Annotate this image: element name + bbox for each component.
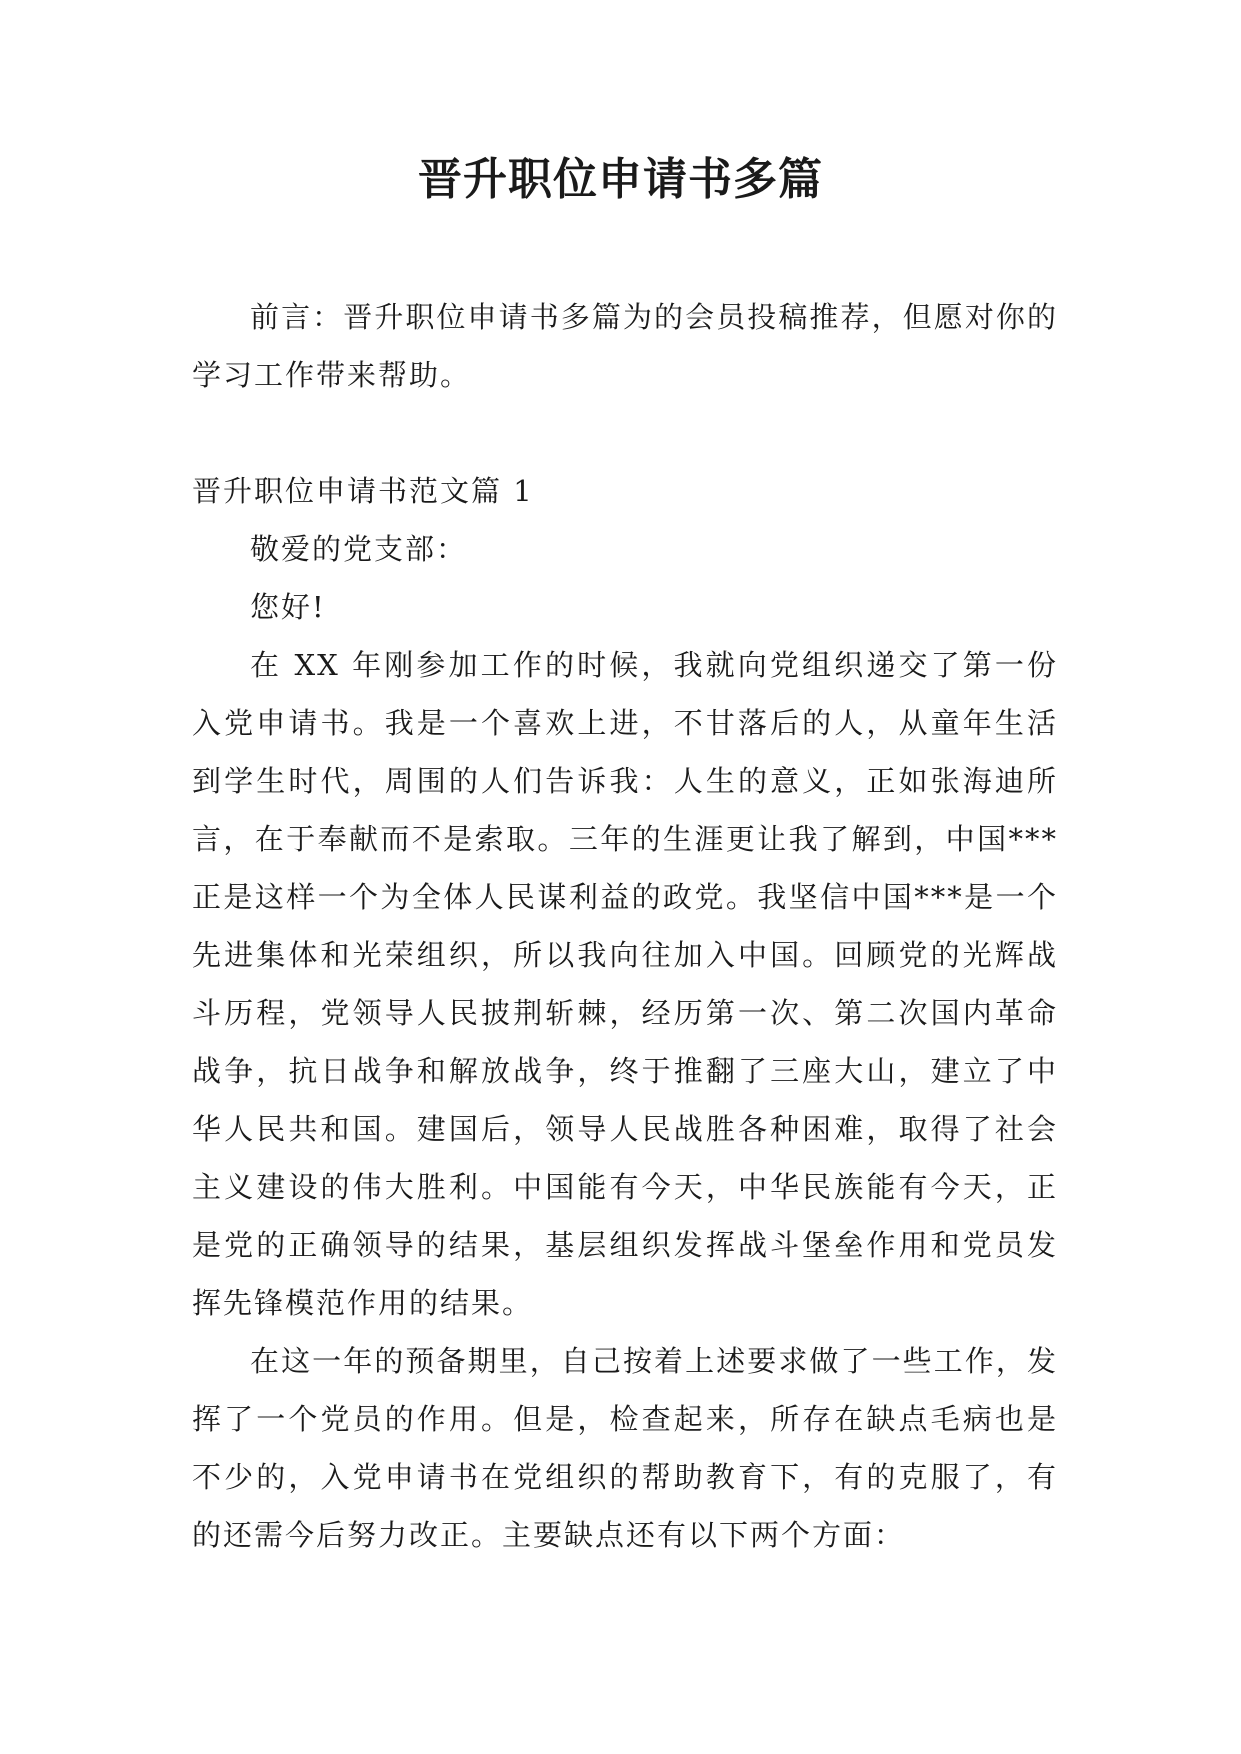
salutation: 敬爱的党支部： xyxy=(250,532,468,566)
body-paragraph: 在 XX 年刚参加工作的时候，我就向党组织递交了第一份入党申请书。我是一个喜欢上进，不甘落后的人，从童年生活到学生时代，周围的人们告诉我：人生的意义，正如张海迪所言，在于奉献而不是索取。三年的生涯更让我了解到，中国***正是这样一个为全体人民谋利益的政党。我坚信中国***是一个先进集体和光荣组织，所以我向往加入中国。回顾党的光辉战斗历程，党领导人民披荆斩棘，经历第一次、第二次国内革命战争，抗日战争和解放战争，终于推翻了三座大山，建立了中华人民共和国。建国后，领导人民战胜各种困难，取得了社会主义建设的伟大胜利。中国能有今天，中华民族能有今天，正是党的正确领导的结果，基层组织发挥战斗堡垒作用和党员发挥先锋模范作用的结果。 xyxy=(192,648,1058,1320)
section-heading: 晋升职位申请书范文篇 1 xyxy=(192,474,534,508)
body-paragraph: 在这一年的预备期里，自己按着上述要求做了一些工作，发挥了一个党员的作用。但是，检查起来，所存在缺点毛病也是不少的，入党申请书在党组织的帮助教育下，有的克服了，有的还需今后努力改正。主要缺点还有以下两个方面： xyxy=(192,1344,1058,1552)
document-title: 晋升职位申请书多篇 xyxy=(418,154,823,205)
greeting: 您好! xyxy=(250,590,326,624)
preface-paragraph: 前言：晋升职位申请书多篇为的会员投稿推荐，但愿对你的学习工作带来帮助。 xyxy=(192,300,1058,392)
article-body xyxy=(192,462,1058,1564)
preface-block xyxy=(192,288,1058,404)
